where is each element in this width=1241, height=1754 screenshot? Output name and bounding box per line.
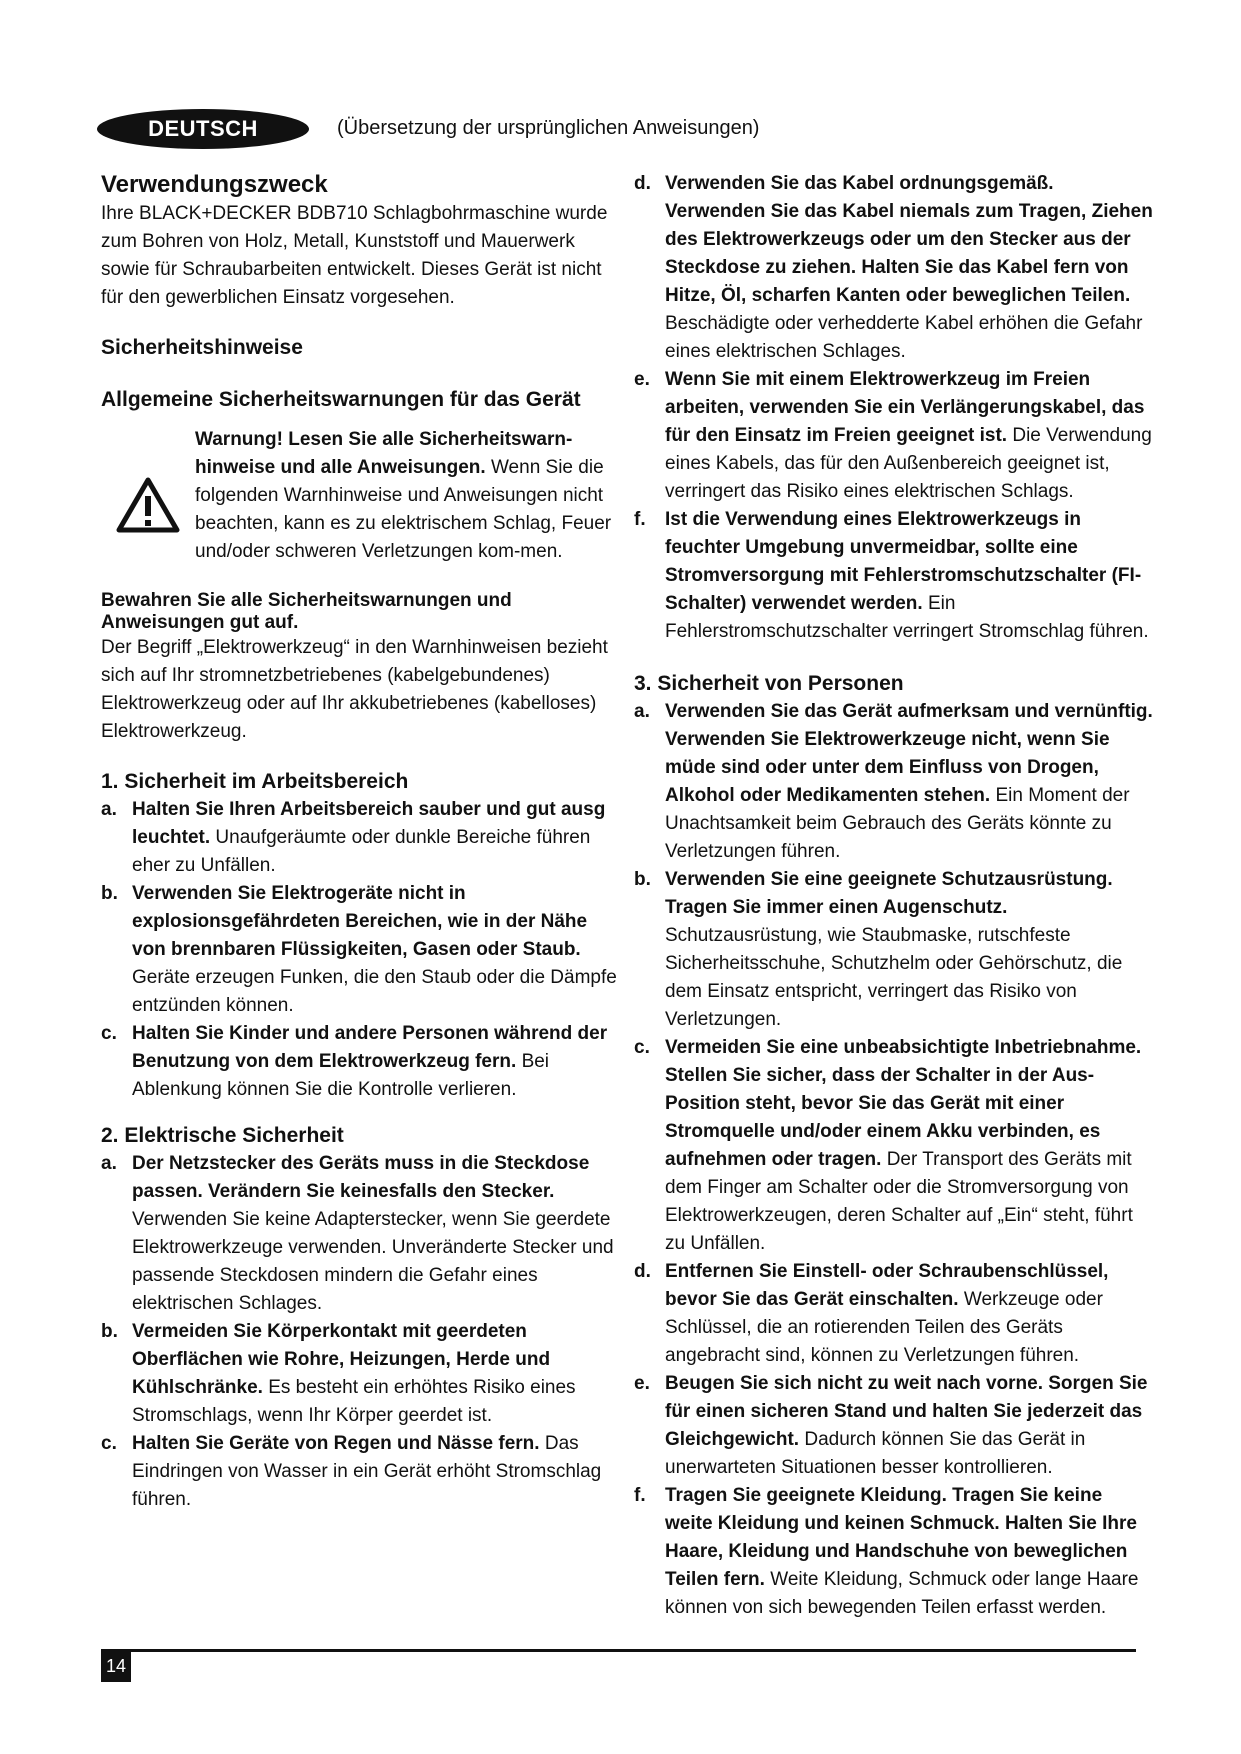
list-item xyxy=(634,1370,1154,1482)
warning-body: Wenn Sie die folgenden Warnhinweise und Anweisungen nicht beachten, kann es zu elektrischem Schlag, Feuer und/oder schweren Verletzungen kom-men. xyxy=(195,457,612,562)
item-text: Es besteht ein erhöhtes Risiko eines Stromschlags, wenn Ihr Körper geerdet ist. xyxy=(132,1377,576,1426)
right-column xyxy=(634,170,1154,1622)
list-item xyxy=(634,366,1154,506)
list-item xyxy=(634,866,1154,1034)
item-text: Die Verwendung eines Kabels, das für den Außenbereich geeignet ist, verringert das Risiko eines elektrischen Schlags. xyxy=(665,425,1152,502)
item-bold: Verwenden Sie Elektrogeräte nicht in explosionsgefährdeten Bereichen, wie in der Nähe von brennbaren Flüssigkeiten, Gasen oder Staub. xyxy=(132,883,588,960)
item-bold: Ist die Verwendung eines Elektrowerkzeugs in feuchter Umgebung unvermeidbar, sollte eine Stromversorgung mit Fehlerstromschutzschalter (FI-Schalter) verwendet werden. xyxy=(665,509,1142,614)
warning-block xyxy=(101,426,621,566)
general-safety-title: Allgemeine Sicherheitswarnungen für das Gerät xyxy=(101,388,581,411)
list-item xyxy=(101,880,621,1020)
item-text: Geräte erzeugen Funken, die den Staub oder die Dämpfe entzünden können. xyxy=(132,967,617,1016)
list-item xyxy=(634,170,1154,366)
keep-instructions-text: Der Begriff „Elektrowerkzeug“ in den Warnhinweisen bezieht sich auf Ihr stromnetzbetriebenes (kabelgebundenes) Elektrowerkzeug oder auf Ihr akkubetriebenes (kabelloses) Elektrowerkzeug. xyxy=(101,637,608,742)
list-item xyxy=(101,796,621,880)
footer-rule xyxy=(101,1649,1136,1652)
warning-text xyxy=(195,426,621,566)
item-text: Verwenden Sie keine Adapterstecker, wenn Sie geerdete Elektrowerkzeuge verwenden. Unveränderte Stecker und passende Steckdosen mindern die Gefahr eines elektrischen Schlages. xyxy=(132,1209,614,1314)
item-text: Ein Moment der Unachtsamkeit beim Gebrauch des Geräts könnte zu Verletzungen führen. xyxy=(665,785,1130,862)
item-label: c. xyxy=(101,1023,117,1044)
item-label: c. xyxy=(634,1037,650,1058)
item-bold: Der Netzstecker des Geräts muss in die Steckdose passen. Verändern Sie keinesfalls den Stecker. xyxy=(132,1153,590,1202)
item-bold: Entfernen Sie Einstell- oder Schraubenschlüssel, bevor Sie das Gerät einschalten. xyxy=(665,1261,1109,1310)
warning-triangle-icon xyxy=(101,426,195,566)
item-label: b. xyxy=(101,1321,118,1342)
list-item xyxy=(101,1430,621,1514)
left-column xyxy=(101,170,621,1514)
item-text: Der Transport des Geräts mit dem Finger am Schalter oder die Stromversorgung von Elektrowerkzeugen, deren Schalter auf „Ein“ steht, führt zu Unfällen. xyxy=(665,1149,1133,1254)
section-title-personal: 3. Sicherheit von Personen xyxy=(634,672,904,695)
intended-use-title: Verwendungszweck xyxy=(101,171,328,198)
list-item xyxy=(101,1318,621,1430)
item-bold: Verwenden Sie das Gerät aufmerksam und vernünftig. Verwenden Sie Elektrowerkzeuge nicht, wenn Sie müde sind oder unter dem Einfluss von Drogen, Alkohol oder Medikamenten stehen. xyxy=(665,701,1153,806)
section-title-electrical: 2. Elektrische Sicherheit xyxy=(101,1124,344,1147)
item-text: Das Eindringen von Wasser in ein Gerät erhöht Stromschlag führen. xyxy=(132,1433,602,1510)
item-bold: Tragen Sie geeignete Kleidung. Tragen Sie keine weite Kleidung und keinen Schmuck. Halten Sie Ihre Haare, Kleidung und Handschuhe von beweglichen Teilen fern. xyxy=(665,1485,1137,1590)
item-label: d. xyxy=(634,1261,651,1282)
item-label: b. xyxy=(634,869,651,890)
list-item xyxy=(634,1258,1154,1370)
item-bold: Vermeiden Sie Körperkontakt mit geerdeten Oberflächen wie Rohre, Heizungen, Herde und Kühlschränke. xyxy=(132,1321,551,1398)
item-label: f. xyxy=(634,509,646,530)
intended-use-text: Ihre BLACK+DECKER BDB710 Schlagbohrmaschine wurde zum Bohren von Holz, Metall, Kunststoff und Mauerwerk sowie für Schraubarbeiten entwickelt. Dieses Gerät ist nicht für den gewerblichen Einsatz vorgesehen. xyxy=(101,203,608,308)
item-label: e. xyxy=(634,1373,650,1394)
item-bold: Halten Sie Geräte von Regen und Nässe fern. xyxy=(132,1433,540,1454)
list-item xyxy=(634,506,1154,646)
keep-instructions-bold: Bewahren Sie alle Sicherheitswarnungen und Anweisungen gut auf. xyxy=(101,590,512,633)
item-text: Weite Kleidung, Schmuck oder lange Haare können von sich bewegenden Teilen erfasst werden. xyxy=(665,1569,1139,1618)
item-text: Bei Ablenkung können Sie die Kontrolle verlieren. xyxy=(132,1051,550,1100)
item-bold: Wenn Sie mit einem Elektrowerkzeug im Freien arbeiten, verwenden Sie ein Verlängerungskabel, das für den Einsatz im Freien geeignet ist. xyxy=(665,369,1145,446)
safety-title: Sicherheitshinweise xyxy=(101,336,303,359)
list-item xyxy=(101,1020,621,1104)
item-text: Ein Fehlerstromschutzschalter verringert Stromschlag führen. xyxy=(665,593,1149,642)
item-label: f. xyxy=(634,1485,646,1506)
item-text: Dadurch können Sie das Gerät in unerwarteten Situationen besser kontrollieren. xyxy=(665,1429,1086,1478)
item-text: Beschädigte oder verhedderte Kabel erhöhen die Gefahr eines elektrischen Schlages. xyxy=(665,313,1143,362)
item-bold: Verwenden Sie das Kabel ordnungsgemäß. Verwenden Sie das Kabel niemals zum Tragen, Ziehen des Elektrowerkzeugs oder um den Stecker aus der Steckdose zu ziehen. Halten Sie das Kabel fern von Hitze, Öl, scharfen Kanten oder beweglichen Teilen. xyxy=(665,173,1153,306)
page-number: 14 xyxy=(101,1650,131,1682)
item-text: Schutzausrüstung, wie Staubmaske, rutschfeste Sicherheitsschuhe, Schutzhelm oder Gehörschutz, die dem Einsatz entspricht, verringert das Risiko von Verletzungen. xyxy=(665,925,1123,1030)
warning-bold: Warnung! Lesen Sie alle Sicherheitswarn-hinweise und alle Anweisungen. xyxy=(195,429,573,478)
item-label: a. xyxy=(101,1153,117,1174)
header-subtitle: (Übersetzung der ursprünglichen Anweisungen) xyxy=(337,117,760,139)
item-text: Werkzeuge oder Schlüssel, die an rotierenden Teilen des Geräts angebracht sind, können zu Verletzungen führen. xyxy=(665,1289,1103,1366)
item-label: c. xyxy=(101,1433,117,1454)
keep-instructions-block xyxy=(101,590,621,746)
list-item xyxy=(634,1034,1154,1258)
item-bold: Halten Sie Ihren Arbeitsbereich sauber und gut ausg leuchtet. xyxy=(132,799,606,848)
item-label: b. xyxy=(101,883,118,904)
list-item xyxy=(634,698,1154,866)
section-title-work-area: 1. Sicherheit im Arbeitsbereich xyxy=(101,770,409,793)
list-item xyxy=(634,1482,1154,1622)
item-label: a. xyxy=(634,701,650,722)
item-bold: Vermeiden Sie eine unbeabsichtigte Inbetriebnahme. Stellen Sie sicher, dass der Schalter in der Aus-Position steht, bevor Sie das Gerät mit einer Stromquelle und/oder einem Akku verbinden, es aufnehmen oder tragen. xyxy=(665,1037,1142,1170)
item-label: a. xyxy=(101,799,117,820)
item-bold: Verwenden Sie eine geeignete Schutzausrüstung. Tragen Sie immer einen Augenschutz. xyxy=(665,869,1113,918)
item-label: e. xyxy=(634,369,650,390)
item-label: d. xyxy=(634,173,651,194)
language-badge: DEUTSCH xyxy=(97,109,309,149)
item-bold: Halten Sie Kinder und andere Personen während der Benutzung von dem Elektrowerkzeug fern. xyxy=(132,1023,608,1072)
item-bold: Beugen Sie sich nicht zu weit nach vorne. Sorgen Sie für einen sicheren Stand und halten Sie jederzeit das Gleichgewicht. xyxy=(665,1373,1148,1450)
list-item xyxy=(101,1150,621,1318)
item-text: Unaufgeräumte oder dunkle Bereiche führen eher zu Unfällen. xyxy=(132,827,591,876)
